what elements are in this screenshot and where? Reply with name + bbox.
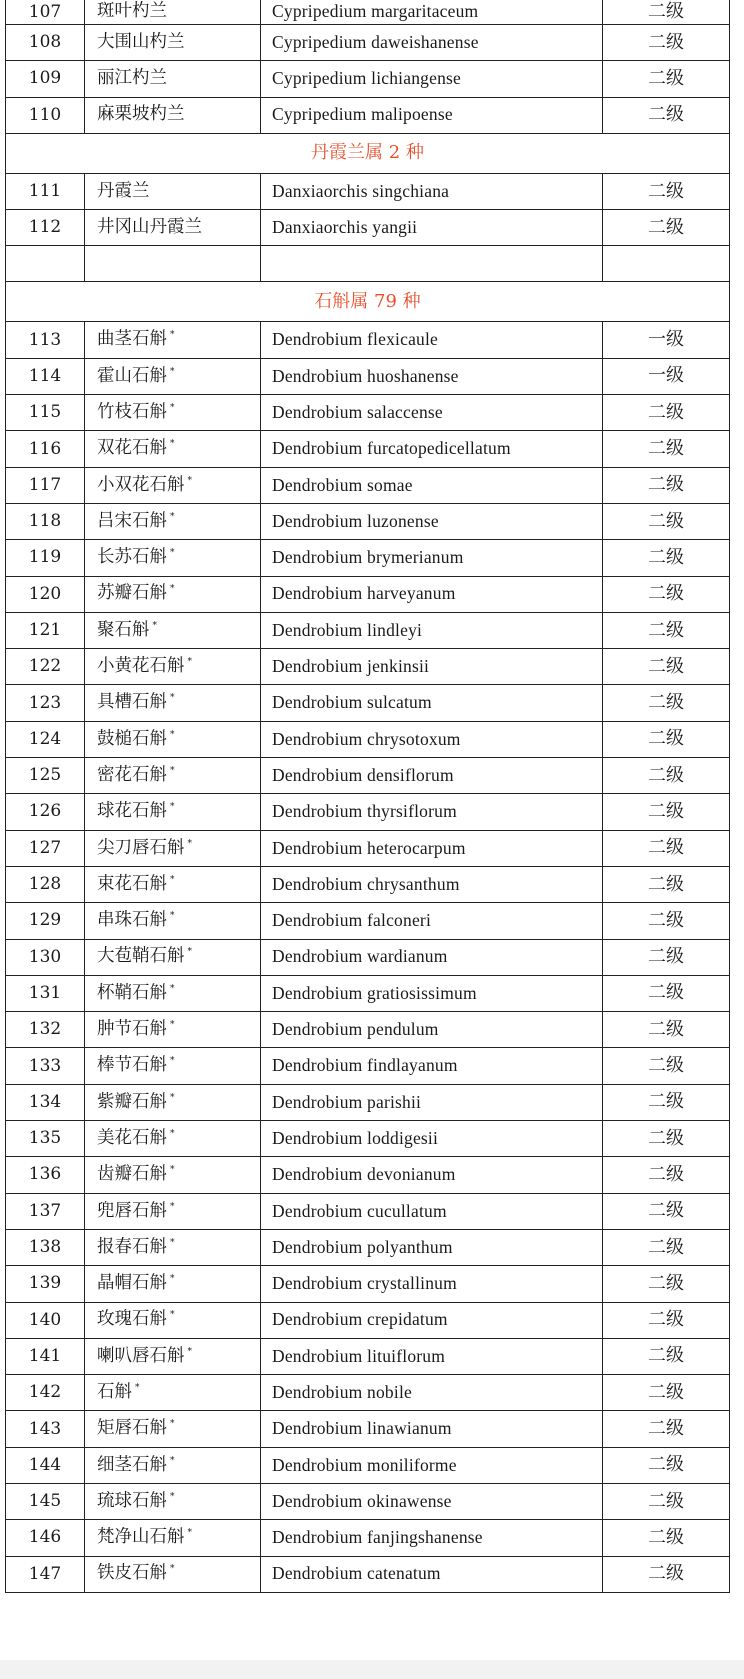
asterisk-mark: * — [170, 693, 175, 704]
chinese-name-cell — [85, 25, 261, 61]
chinese-name: 聚石斛 — [97, 619, 150, 640]
chinese-name-cell — [85, 467, 261, 503]
table-row — [6, 1121, 730, 1157]
table-row — [6, 540, 730, 576]
row-number-cell: 142 — [6, 1375, 85, 1411]
scientific-name-cell: Dendrobium linawianum — [261, 1411, 603, 1447]
chinese-name: 丽江杓兰 — [97, 68, 167, 89]
scientific-name-cell: Dendrobium crepidatum — [261, 1302, 603, 1338]
scientific-name-cell: Dendrobium findlayanum — [261, 1048, 603, 1084]
chinese-name: 石斛 — [97, 1381, 132, 1402]
table-row — [6, 612, 730, 648]
asterisk-mark: * — [187, 657, 192, 668]
protection-level-cell: 一级 — [603, 322, 730, 358]
genus-heading: 丹霞兰属 2 种 — [6, 133, 730, 173]
protection-level-cell: 二级 — [603, 794, 730, 830]
table-row — [6, 1483, 730, 1519]
chinese-name: 玫瑰石斛 — [97, 1309, 167, 1330]
row-number-cell: 117 — [6, 467, 85, 503]
scientific-name-cell: Dendrobium polyanthum — [261, 1229, 603, 1265]
scientific-name-cell: Dendrobium loddigesii — [261, 1121, 603, 1157]
chinese-name: 串珠石斛 — [97, 910, 167, 931]
table-row — [6, 649, 730, 685]
row-number-cell: 110 — [6, 97, 85, 133]
asterisk-mark: * — [170, 1020, 175, 1031]
chinese-name: 双花石斛 — [97, 438, 167, 459]
protection-level-cell: 二级 — [603, 612, 730, 648]
row-number-cell: 137 — [6, 1193, 85, 1229]
scientific-name-cell: Dendrobium parishii — [261, 1084, 603, 1120]
row-number-cell: 121 — [6, 612, 85, 648]
table-row — [6, 358, 730, 394]
protection-level-cell: 二级 — [603, 758, 730, 794]
chinese-name-cell — [85, 1375, 261, 1411]
table-row — [6, 1266, 730, 1302]
protection-level-cell: 二级 — [603, 1229, 730, 1265]
table-row — [6, 1229, 730, 1265]
scientific-name-cell: Dendrobium falconeri — [261, 903, 603, 939]
protection-level-cell: 二级 — [603, 503, 730, 539]
asterisk-mark: * — [170, 439, 175, 450]
row-number-cell: 119 — [6, 540, 85, 576]
chinese-name: 铁皮石斛 — [97, 1563, 167, 1584]
scientific-name-cell: Dendrobium heterocarpum — [261, 830, 603, 866]
table-row — [6, 1411, 730, 1447]
scientific-name-cell: Cypripedium malipoense — [261, 97, 603, 133]
scientific-name-cell: Dendrobium nobile — [261, 1375, 603, 1411]
table-body — [6, 0, 730, 1592]
asterisk-mark: * — [187, 838, 192, 849]
asterisk-mark: * — [170, 802, 175, 813]
row-number-cell: 132 — [6, 1012, 85, 1048]
table-row — [6, 1157, 730, 1193]
table-row — [6, 794, 730, 830]
chinese-name-cell — [85, 612, 261, 648]
table-row — [6, 1447, 730, 1483]
scientific-name-cell: Dendrobium brymerianum — [261, 540, 603, 576]
asterisk-mark: * — [170, 765, 175, 776]
scientific-name-cell: Dendrobium catenatum — [261, 1556, 603, 1592]
asterisk-mark: * — [170, 1056, 175, 1067]
empty-cell — [261, 246, 603, 282]
asterisk-mark: * — [170, 874, 175, 885]
chinese-name: 束花石斛 — [97, 873, 167, 894]
scientific-name-cell: Dendrobium fanjingshanense — [261, 1520, 603, 1556]
row-number-cell: 130 — [6, 939, 85, 975]
scientific-name-cell: Dendrobium thyrsiflorum — [261, 794, 603, 830]
asterisk-mark: * — [170, 1165, 175, 1176]
table-row-cut-top — [6, 0, 730, 25]
chinese-name: 密花石斛 — [97, 764, 167, 785]
scientific-name-cell: Danxiaorchis yangii — [261, 210, 603, 246]
chinese-name: 梵净山石斛 — [97, 1527, 185, 1548]
protection-level-cell: 二级 — [603, 97, 730, 133]
table-row — [6, 173, 730, 209]
scientific-name-cell: Dendrobium somae — [261, 467, 603, 503]
chinese-name-cell — [85, 866, 261, 902]
asterisk-mark: * — [187, 1528, 192, 1539]
asterisk-mark: * — [135, 1382, 140, 1393]
chinese-name-cell — [85, 1157, 261, 1193]
row-number-cell: 125 — [6, 758, 85, 794]
protection-level-cell: 二级 — [603, 540, 730, 576]
chinese-name-cell — [85, 97, 261, 133]
scientific-name-cell: Dendrobium moniliforme — [261, 1447, 603, 1483]
asterisk-mark: * — [170, 1092, 175, 1103]
table-row — [6, 685, 730, 721]
empty-row — [6, 246, 730, 282]
protection-level-cell: 二级 — [603, 1012, 730, 1048]
asterisk-mark: * — [170, 1564, 175, 1575]
chinese-name-cell — [85, 431, 261, 467]
row-number-cell: 108 — [6, 25, 85, 61]
row-number-cell: 115 — [6, 395, 85, 431]
chinese-name-cell — [85, 758, 261, 794]
asterisk-mark: * — [170, 1491, 175, 1502]
chinese-name-cell — [85, 1084, 261, 1120]
chinese-name-cell — [85, 540, 261, 576]
chinese-name-cell — [85, 395, 261, 431]
row-number-cell: 112 — [6, 210, 85, 246]
chinese-name: 长苏石斛 — [97, 547, 167, 568]
genus-heading-row — [6, 282, 730, 322]
chinese-name-cell — [85, 1556, 261, 1592]
scientific-name-cell: Dendrobium huoshanense — [261, 358, 603, 394]
table-row — [6, 1302, 730, 1338]
chinese-name: 齿瓣石斛 — [97, 1164, 167, 1185]
protection-level-cell: 二级 — [603, 467, 730, 503]
chinese-name-cell — [85, 794, 261, 830]
chinese-name: 报春石斛 — [97, 1236, 167, 1257]
row-number-cell: 124 — [6, 721, 85, 757]
protection-level-cell: 二级 — [603, 61, 730, 97]
chinese-name: 鼓槌石斛 — [97, 728, 167, 749]
chinese-name: 苏瓣石斛 — [97, 583, 167, 604]
protection-level-cell: 二级 — [603, 866, 730, 902]
protection-level-cell: 二级 — [603, 431, 730, 467]
table-row — [6, 1012, 730, 1048]
chinese-name: 竹枝石斛 — [97, 401, 167, 422]
protection-level-cell: 二级 — [603, 721, 730, 757]
chinese-name-cell — [85, 649, 261, 685]
chinese-name: 球花石斛 — [97, 801, 167, 822]
chinese-name: 具槽石斛 — [97, 692, 167, 713]
chinese-name: 杯鞘石斛 — [97, 982, 167, 1003]
chinese-name: 曲茎石斛 — [97, 329, 167, 350]
protection-level-cell: 二级 — [603, 25, 730, 61]
asterisk-mark: * — [170, 1237, 175, 1248]
chinese-name-cell — [85, 721, 261, 757]
chinese-name-cell — [85, 503, 261, 539]
row-number-cell: 127 — [6, 830, 85, 866]
row-number-cell: 146 — [6, 1520, 85, 1556]
chinese-name-cell — [85, 1520, 261, 1556]
protection-level-cell: 二级 — [603, 1157, 730, 1193]
scientific-name-cell: Dendrobium salaccense — [261, 395, 603, 431]
protection-level-cell: 一级 — [603, 358, 730, 394]
table-row — [6, 721, 730, 757]
asterisk-mark: * — [170, 1128, 175, 1139]
scientific-name-cell: Dendrobium gratiosissimum — [261, 975, 603, 1011]
row-number-cell: 147 — [6, 1556, 85, 1592]
chinese-name: 美花石斛 — [97, 1127, 167, 1148]
chinese-name-cell — [85, 322, 261, 358]
protection-level-cell: 二级 — [603, 1084, 730, 1120]
scientific-name-cell: Dendrobium crystallinum — [261, 1266, 603, 1302]
asterisk-mark: * — [170, 1455, 175, 1466]
chinese-name-cell — [85, 1048, 261, 1084]
chinese-name-cell — [85, 1447, 261, 1483]
chinese-name-cell — [85, 975, 261, 1011]
chinese-name-cell — [85, 1229, 261, 1265]
scientific-name-cell: Dendrobium pendulum — [261, 1012, 603, 1048]
chinese-name: 尖刀唇石斛 — [97, 837, 185, 858]
chinese-name: 小双花石斛 — [97, 474, 185, 495]
row-number-cell: 113 — [6, 322, 85, 358]
scientific-name-cell: Dendrobium furcatopedicellatum — [261, 431, 603, 467]
row-number-cell: 120 — [6, 576, 85, 612]
table-row — [6, 939, 730, 975]
asterisk-mark: * — [170, 402, 175, 413]
genus-heading-row — [6, 133, 730, 173]
scientific-name-cell: Dendrobium jenkinsii — [261, 649, 603, 685]
table-row — [6, 975, 730, 1011]
protection-level-cell: 二级 — [603, 1520, 730, 1556]
chinese-name: 大苞鞘石斛 — [97, 946, 185, 967]
row-number-cell: 145 — [6, 1483, 85, 1519]
chinese-name-cell — [85, 1411, 261, 1447]
chinese-name-cell — [85, 1483, 261, 1519]
protection-level-cell: 二级 — [603, 1338, 730, 1374]
protection-level-cell: 二级 — [603, 1121, 730, 1157]
table-row — [6, 1193, 730, 1229]
chinese-name: 喇叭唇石斛 — [97, 1345, 185, 1366]
empty-cell — [85, 246, 261, 282]
chinese-name-cell — [85, 1193, 261, 1229]
chinese-name-cell — [85, 210, 261, 246]
scientific-name-cell: Dendrobium wardianum — [261, 939, 603, 975]
asterisk-mark: * — [170, 983, 175, 994]
scientific-name-cell: Cypripedium margaritaceum — [261, 0, 603, 25]
protection-level-cell: 二级 — [603, 975, 730, 1011]
row-number-cell: 133 — [6, 1048, 85, 1084]
protection-level-cell: 二级 — [603, 685, 730, 721]
protection-level-cell: 二级 — [603, 1556, 730, 1592]
asterisk-mark: * — [170, 330, 175, 341]
asterisk-mark: * — [187, 947, 192, 958]
table-row — [6, 758, 730, 794]
protection-level-cell: 二级 — [603, 1447, 730, 1483]
protection-level-cell: 二级 — [603, 939, 730, 975]
table-row — [6, 830, 730, 866]
protection-level-cell: 二级 — [603, 1193, 730, 1229]
asterisk-mark: * — [170, 911, 175, 922]
protection-level-cell: 二级 — [603, 173, 730, 209]
row-number-cell: 118 — [6, 503, 85, 539]
asterisk-mark: * — [152, 620, 157, 631]
chinese-name-cell — [85, 1338, 261, 1374]
scientific-name-cell: Dendrobium cucullatum — [261, 1193, 603, 1229]
row-number-cell: 134 — [6, 1084, 85, 1120]
protection-level-cell: 二级 — [603, 0, 730, 25]
table-row — [6, 903, 730, 939]
species-table-container — [5, 0, 729, 1593]
scientific-name-cell: Dendrobium devonianum — [261, 1157, 603, 1193]
scientific-name-cell: Dendrobium lituiflorum — [261, 1338, 603, 1374]
protection-level-cell: 二级 — [603, 903, 730, 939]
scientific-name-cell: Danxiaorchis singchiana — [261, 173, 603, 209]
chinese-name: 晶帽石斛 — [97, 1273, 167, 1294]
scientific-name-cell: Cypripedium lichiangense — [261, 61, 603, 97]
table-row — [6, 503, 730, 539]
row-number-cell: 136 — [6, 1157, 85, 1193]
table-row — [6, 1520, 730, 1556]
protection-level-cell: 二级 — [603, 576, 730, 612]
empty-cell — [603, 246, 730, 282]
asterisk-mark: * — [187, 475, 192, 486]
table-row — [6, 431, 730, 467]
table-row — [6, 1375, 730, 1411]
chinese-name-cell — [85, 0, 261, 25]
table-row — [6, 1084, 730, 1120]
scientific-name-cell: Dendrobium lindleyi — [261, 612, 603, 648]
asterisk-mark: * — [170, 1201, 175, 1212]
scientific-name-cell: Dendrobium densiflorum — [261, 758, 603, 794]
table-row — [6, 576, 730, 612]
table-row — [6, 1338, 730, 1374]
asterisk-mark: * — [170, 548, 175, 559]
row-number-cell: 143 — [6, 1411, 85, 1447]
asterisk-mark: * — [170, 729, 175, 740]
row-number-cell: 107 — [6, 0, 85, 25]
scientific-name-cell: Dendrobium okinawense — [261, 1483, 603, 1519]
table-row — [6, 61, 730, 97]
protection-level-cell: 二级 — [603, 830, 730, 866]
chinese-name-cell — [85, 903, 261, 939]
asterisk-mark: * — [170, 1419, 175, 1430]
chinese-name: 吕宋石斛 — [97, 510, 167, 531]
table-row — [6, 467, 730, 503]
table-row — [6, 322, 730, 358]
row-number-cell: 123 — [6, 685, 85, 721]
asterisk-mark: * — [170, 511, 175, 522]
page-bottom-strip — [0, 1660, 744, 1679]
scientific-name-cell: Cypripedium daweishanense — [261, 25, 603, 61]
row-number-cell: 135 — [6, 1121, 85, 1157]
protection-level-cell: 二级 — [603, 395, 730, 431]
table-row — [6, 1048, 730, 1084]
asterisk-mark: * — [187, 1346, 192, 1357]
scientific-name-cell: Dendrobium flexicaule — [261, 322, 603, 358]
empty-cell — [6, 246, 85, 282]
scientific-name-cell: Dendrobium harveyanum — [261, 576, 603, 612]
row-number-cell: 128 — [6, 866, 85, 902]
chinese-name-cell — [85, 1012, 261, 1048]
chinese-name: 琉球石斛 — [97, 1490, 167, 1511]
protected-species-table — [5, 0, 730, 1593]
row-number-cell: 129 — [6, 903, 85, 939]
chinese-name: 肿节石斛 — [97, 1019, 167, 1040]
genus-heading: 石斛属 79 种 — [6, 282, 730, 322]
chinese-name: 霍山石斛 — [97, 365, 167, 386]
scientific-name-cell: Dendrobium chrysanthum — [261, 866, 603, 902]
protection-level-cell: 二级 — [603, 649, 730, 685]
table-row — [6, 97, 730, 133]
row-number-cell: 111 — [6, 173, 85, 209]
row-number-cell: 126 — [6, 794, 85, 830]
chinese-name-cell — [85, 1266, 261, 1302]
chinese-name: 紫瓣石斛 — [97, 1091, 167, 1112]
protection-level-cell: 二级 — [603, 1483, 730, 1519]
chinese-name-cell — [85, 830, 261, 866]
row-number-cell: 116 — [6, 431, 85, 467]
row-number-cell: 138 — [6, 1229, 85, 1265]
row-number-cell: 109 — [6, 61, 85, 97]
row-number-cell: 141 — [6, 1338, 85, 1374]
table-row — [6, 395, 730, 431]
scientific-name-cell: Dendrobium chrysotoxum — [261, 721, 603, 757]
chinese-name: 丹霞兰 — [97, 180, 150, 201]
chinese-name: 棒节石斛 — [97, 1055, 167, 1076]
asterisk-mark: * — [170, 584, 175, 595]
protection-level-cell: 二级 — [603, 1266, 730, 1302]
row-number-cell: 139 — [6, 1266, 85, 1302]
protection-level-cell: 二级 — [603, 210, 730, 246]
scientific-name-cell: Dendrobium luzonense — [261, 503, 603, 539]
protection-level-cell: 二级 — [603, 1375, 730, 1411]
table-row — [6, 210, 730, 246]
row-number-cell: 140 — [6, 1302, 85, 1338]
chinese-name-cell — [85, 358, 261, 394]
row-number-cell: 114 — [6, 358, 85, 394]
chinese-name-cell — [85, 1302, 261, 1338]
chinese-name: 小黄花石斛 — [97, 656, 185, 677]
protection-level-cell: 二级 — [603, 1048, 730, 1084]
table-row — [6, 866, 730, 902]
row-number-cell: 144 — [6, 1447, 85, 1483]
protection-level-cell: 二级 — [603, 1302, 730, 1338]
chinese-name-cell — [85, 939, 261, 975]
table-row — [6, 1556, 730, 1592]
chinese-name-cell — [85, 685, 261, 721]
scientific-name-cell: Dendrobium sulcatum — [261, 685, 603, 721]
chinese-name: 井冈山丹霞兰 — [97, 217, 202, 238]
chinese-name: 斑叶杓兰 — [97, 1, 167, 22]
chinese-name: 矩唇石斛 — [97, 1418, 167, 1439]
chinese-name: 大围山杓兰 — [97, 31, 185, 52]
table-row — [6, 25, 730, 61]
asterisk-mark: * — [170, 1310, 175, 1321]
chinese-name-cell — [85, 1121, 261, 1157]
row-number-cell: 131 — [6, 975, 85, 1011]
protection-level-cell: 二级 — [603, 1411, 730, 1447]
row-number-cell: 122 — [6, 649, 85, 685]
chinese-name-cell — [85, 61, 261, 97]
chinese-name: 兜唇石斛 — [97, 1200, 167, 1221]
chinese-name-cell — [85, 173, 261, 209]
chinese-name: 细茎石斛 — [97, 1454, 167, 1475]
chinese-name: 麻栗坡杓兰 — [97, 104, 185, 125]
chinese-name-cell — [85, 576, 261, 612]
asterisk-mark: * — [170, 366, 175, 377]
asterisk-mark: * — [170, 1274, 175, 1285]
